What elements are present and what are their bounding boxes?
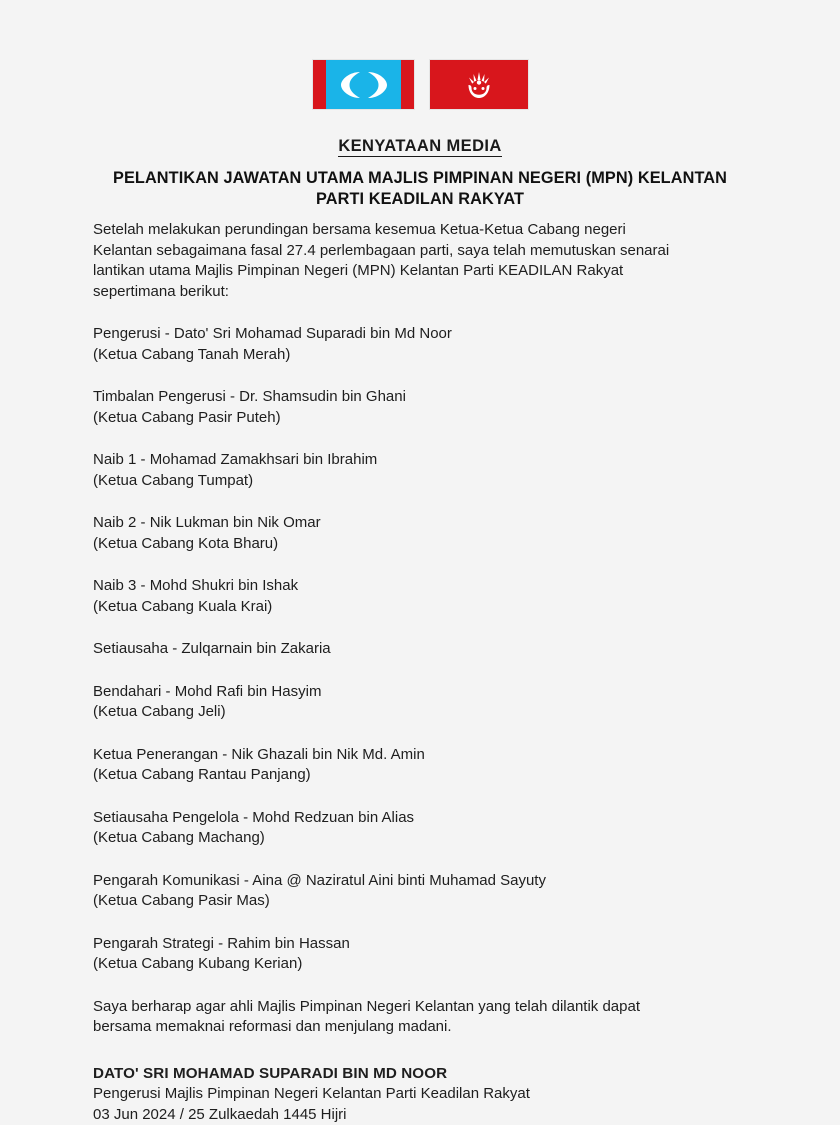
appointment-role: Naib 2 - Nik Lukman bin Nik Omar	[93, 513, 733, 534]
pkr-flag-logo	[313, 60, 414, 109]
appointment-entry	[93, 387, 733, 428]
appointment-role: Naib 1 - Mohamad Zamakhsari bin Ibrahim	[93, 450, 733, 471]
intro-line: Setelah melakukan perundingan bersama kesemua Ketua-Ketua Cabang negeri	[93, 220, 733, 241]
page-title	[70, 168, 770, 210]
closing-line: Saya berharap agar ahli Majlis Pimpinan Negeri Kelantan yang telah dilantik dapat	[93, 997, 733, 1018]
logo-band	[0, 60, 840, 109]
appointment-branch: (Ketua Cabang Kuala Krai)	[93, 597, 733, 618]
appointment-branch: (Ketua Cabang Kubang Kerian)	[93, 954, 733, 975]
appointment-branch: (Ketua Cabang Jeli)	[93, 702, 733, 723]
page-title-line-2: PARTI KEADILAN RAKYAT	[70, 189, 770, 210]
intro-line: lantikan utama Majlis Pimpinan Negeri (MPN) Kelantan Parti KEADILAN Rakyat	[93, 261, 733, 282]
appointment-entry	[93, 745, 733, 786]
appointment-branch: (Ketua Cabang Machang)	[93, 828, 733, 849]
pkr-eye-icon	[338, 70, 390, 100]
appointment-role: Naib 3 - Mohd Shukri bin Ishak	[93, 576, 733, 597]
signature-name: DATO' SRI MOHAMAD SUPARADI BIN MD NOOR	[93, 1064, 733, 1085]
appointment-entry	[93, 934, 733, 975]
document-body	[93, 220, 733, 1125]
press-statement-label-text: KENYATAAN MEDIA	[338, 137, 501, 157]
appointment-role: Pengarah Strategi - Rahim bin Hassan	[93, 934, 733, 955]
appointment-role: Setiausaha Pengelola - Mohd Redzuan bin Alias	[93, 808, 733, 829]
kelantan-flag-logo	[430, 60, 528, 109]
intro-paragraph	[93, 220, 733, 302]
appointment-branch: (Ketua Cabang Rantau Panjang)	[93, 765, 733, 786]
intro-line: Kelantan sebagaimana fasal 27.4 perlembagaan parti, saya telah memutuskan senarai	[93, 241, 733, 262]
signature-date: 03 Jun 2024 / 25 Zulkaedah 1445 Hijri	[93, 1105, 733, 1125]
appointment-branch: (Ketua Cabang Pasir Mas)	[93, 891, 733, 912]
appointment-role: Bendahari - Mohd Rafi bin Hasyim	[93, 682, 733, 703]
closing-line: bersama memaknai reformasi dan menjulang madani.	[93, 1017, 733, 1038]
appointment-entry	[93, 808, 733, 849]
appointment-entry	[93, 576, 733, 617]
signature-block	[93, 1064, 733, 1125]
page-title-line-1: PELANTIKAN JAWATAN UTAMA MAJLIS PIMPINAN NEGERI (MPN) KELANTAN	[70, 168, 770, 189]
appointment-entry	[93, 871, 733, 912]
intro-line: sepertimana berikut:	[93, 282, 733, 303]
appointment-role: Setiausaha - Zulqarnain bin Zakaria	[93, 639, 733, 660]
appointment-role: Pengarah Komunikasi - Aina @ Naziratul Aini binti Muhamad Sayuty	[93, 871, 733, 892]
press-statement-label	[0, 137, 840, 156]
appointment-branch: (Ketua Cabang Tanah Merah)	[93, 345, 733, 366]
appointment-branch: (Ketua Cabang Pasir Puteh)	[93, 408, 733, 429]
appointment-entry	[93, 513, 733, 554]
appointment-role: Timbalan Pengerusi - Dr. Shamsudin bin Ghani	[93, 387, 733, 408]
kelantan-crest-icon	[463, 69, 495, 101]
appointment-role: Pengerusi - Dato' Sri Mohamad Suparadi bin Md Noor	[93, 324, 733, 345]
appointment-entry	[93, 639, 733, 660]
signature-role: Pengerusi Majlis Pimpinan Negeri Kelantan Parti Keadilan Rakyat	[93, 1084, 733, 1105]
appointment-branch: (Ketua Cabang Kota Bharu)	[93, 534, 733, 555]
appointment-entry	[93, 450, 733, 491]
appointment-role: Ketua Penerangan - Nik Ghazali bin Nik Md. Amin	[93, 745, 733, 766]
appointment-branch: (Ketua Cabang Tumpat)	[93, 471, 733, 492]
appointment-entry	[93, 324, 733, 365]
appointment-entry	[93, 682, 733, 723]
